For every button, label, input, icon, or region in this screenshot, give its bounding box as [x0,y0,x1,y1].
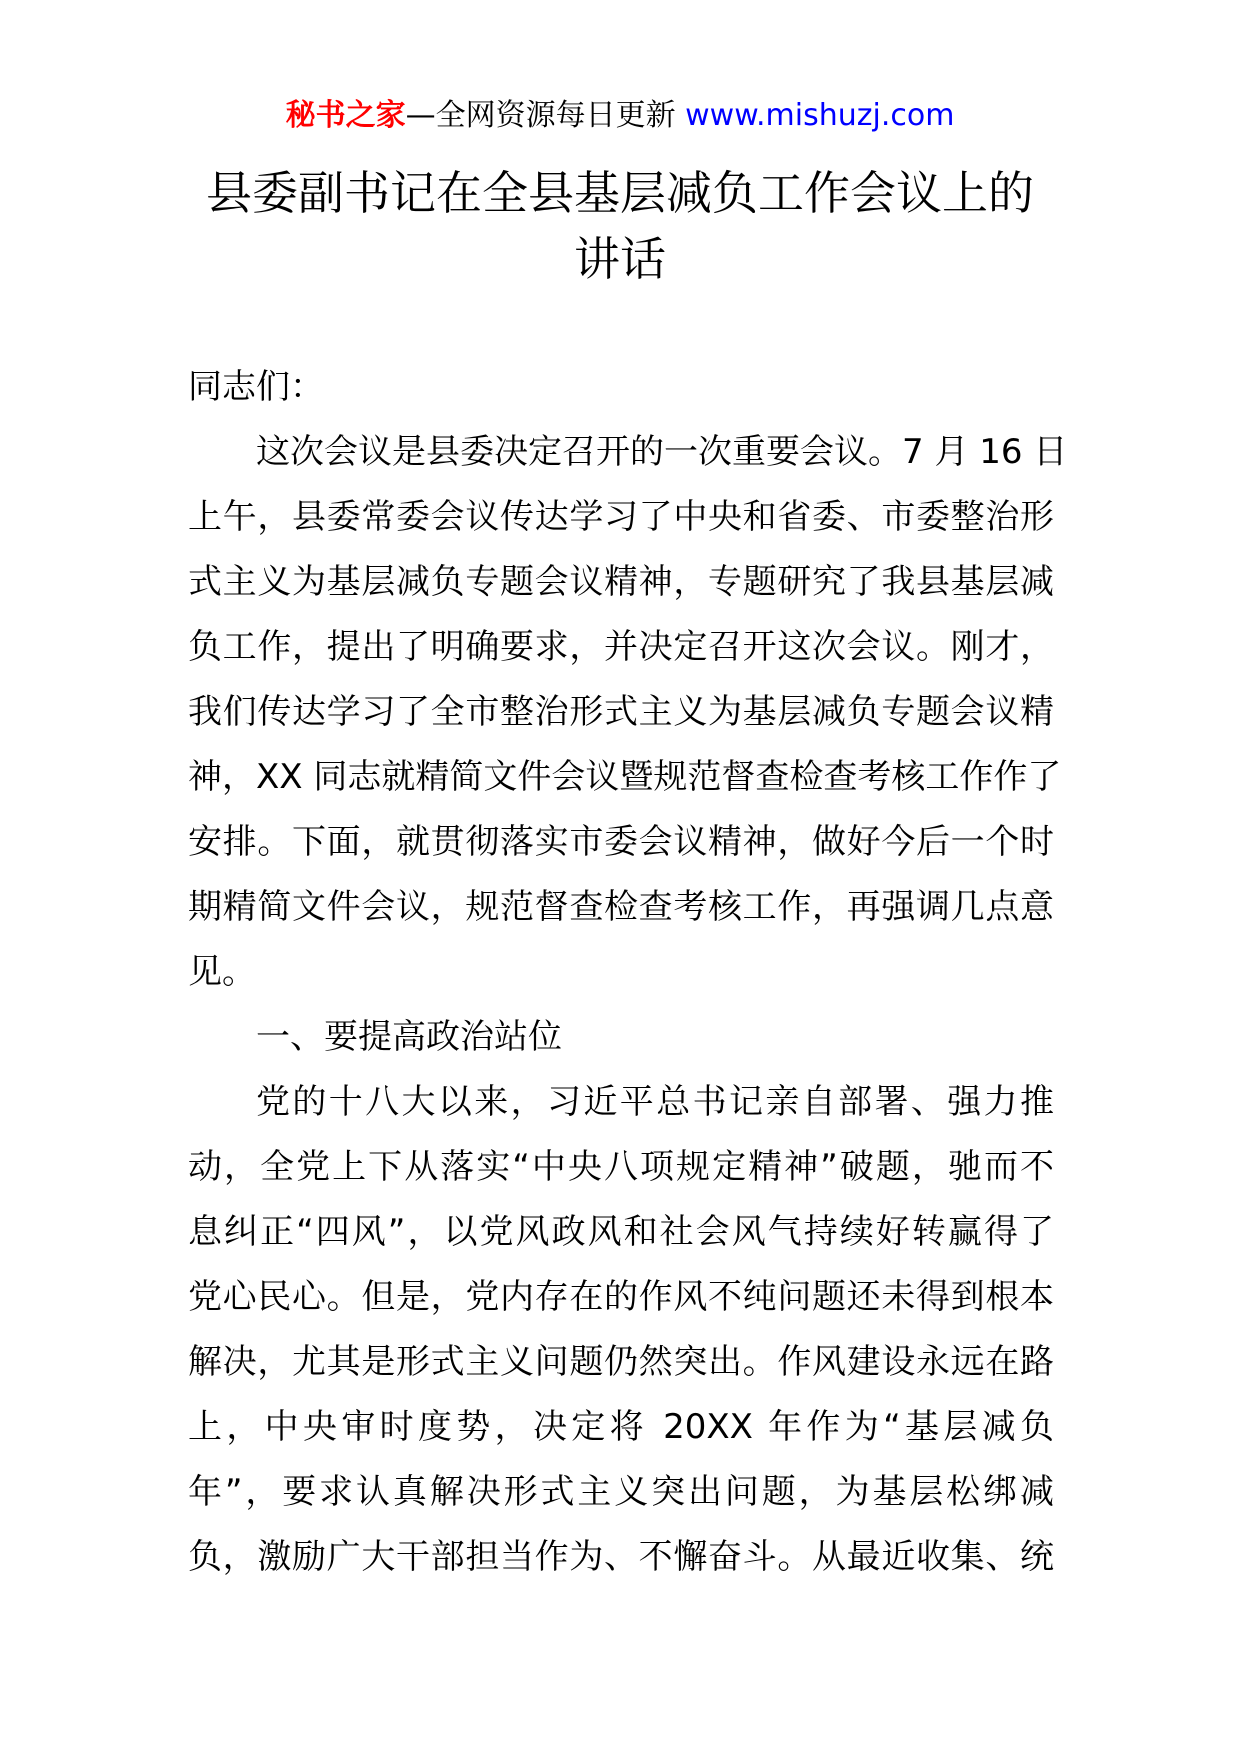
brand-name: 秘书之家 [285,98,406,133]
paragraph-line: 党心民心。但是，党内存在的作风不纯问题还未得到根本 [188,1277,1054,1317]
title-line: 讲话 [574,232,666,286]
paragraph-line: 上，中央审时度势，决定将 20XX 年作为“基层减负 [188,1407,1054,1447]
paragraph-line: 动，全党上下从落实“中央八项规定精神”破题，驰而不 [188,1147,1054,1187]
paragraph-line: 负，激励广大干部担当作为、不懈奋斗。从最近收集、统 [188,1537,1054,1577]
header-tagline: —全网资源每日更新 [405,98,676,133]
paragraph-line: 息纠正“四风”，以党风政风和社会风气持续好转赢得了 [188,1212,1054,1252]
paragraph-line: 年”，要求认真解决形式主义突出问题，为基层松绑减 [188,1472,1054,1512]
salutation: 同志们： [188,367,324,407]
paragraph-line: 这次会议是县委决定召开的一次重要会议。7 月 16 日 [256,432,1068,472]
paragraph-line: 见。 [188,952,256,992]
site-header [0,96,1240,136]
paragraph-1 [188,420,1068,1005]
site-url-link[interactable]: www.mishuzj.com [685,98,955,133]
document-body [188,355,1068,1590]
paragraph-line: 安排。下面，就贯彻落实市委会议精神，做好今后一个时 [188,822,1054,862]
paragraph-2 [188,1070,1054,1590]
paragraph-line: 党的十八大以来，习近平总书记亲自部署、强力推 [256,1082,1054,1122]
paragraph-line: 上午，县委常委会议传达学习了中央和省委、市委整治形 [188,497,1054,537]
paragraph-line: 我们传达学习了全市整治形式主义为基层减负专题会议精 [188,692,1054,732]
document-title [150,160,1090,292]
section-heading: 一、要提高政治站位 [256,1017,562,1057]
paragraph-line: 负工作，提出了明确要求，并决定召开这次会议。刚才， [188,627,1054,667]
paragraph-line: 解决，尤其是形式主义问题仍然突出。作风建设永远在路 [188,1342,1054,1382]
paragraph-line: 期精简文件会议，规范督查检查考核工作，再强调几点意 [188,887,1054,927]
title-line: 县委副书记在全县基层减负工作会议上的 [206,166,1034,220]
paragraph-line: 式主义为基层减负专题会议精神，专题研究了我县基层减 [188,562,1054,602]
paragraph-line: 神，XX 同志就精简文件会议暨规范督查检查考核工作作了 [188,757,1062,797]
